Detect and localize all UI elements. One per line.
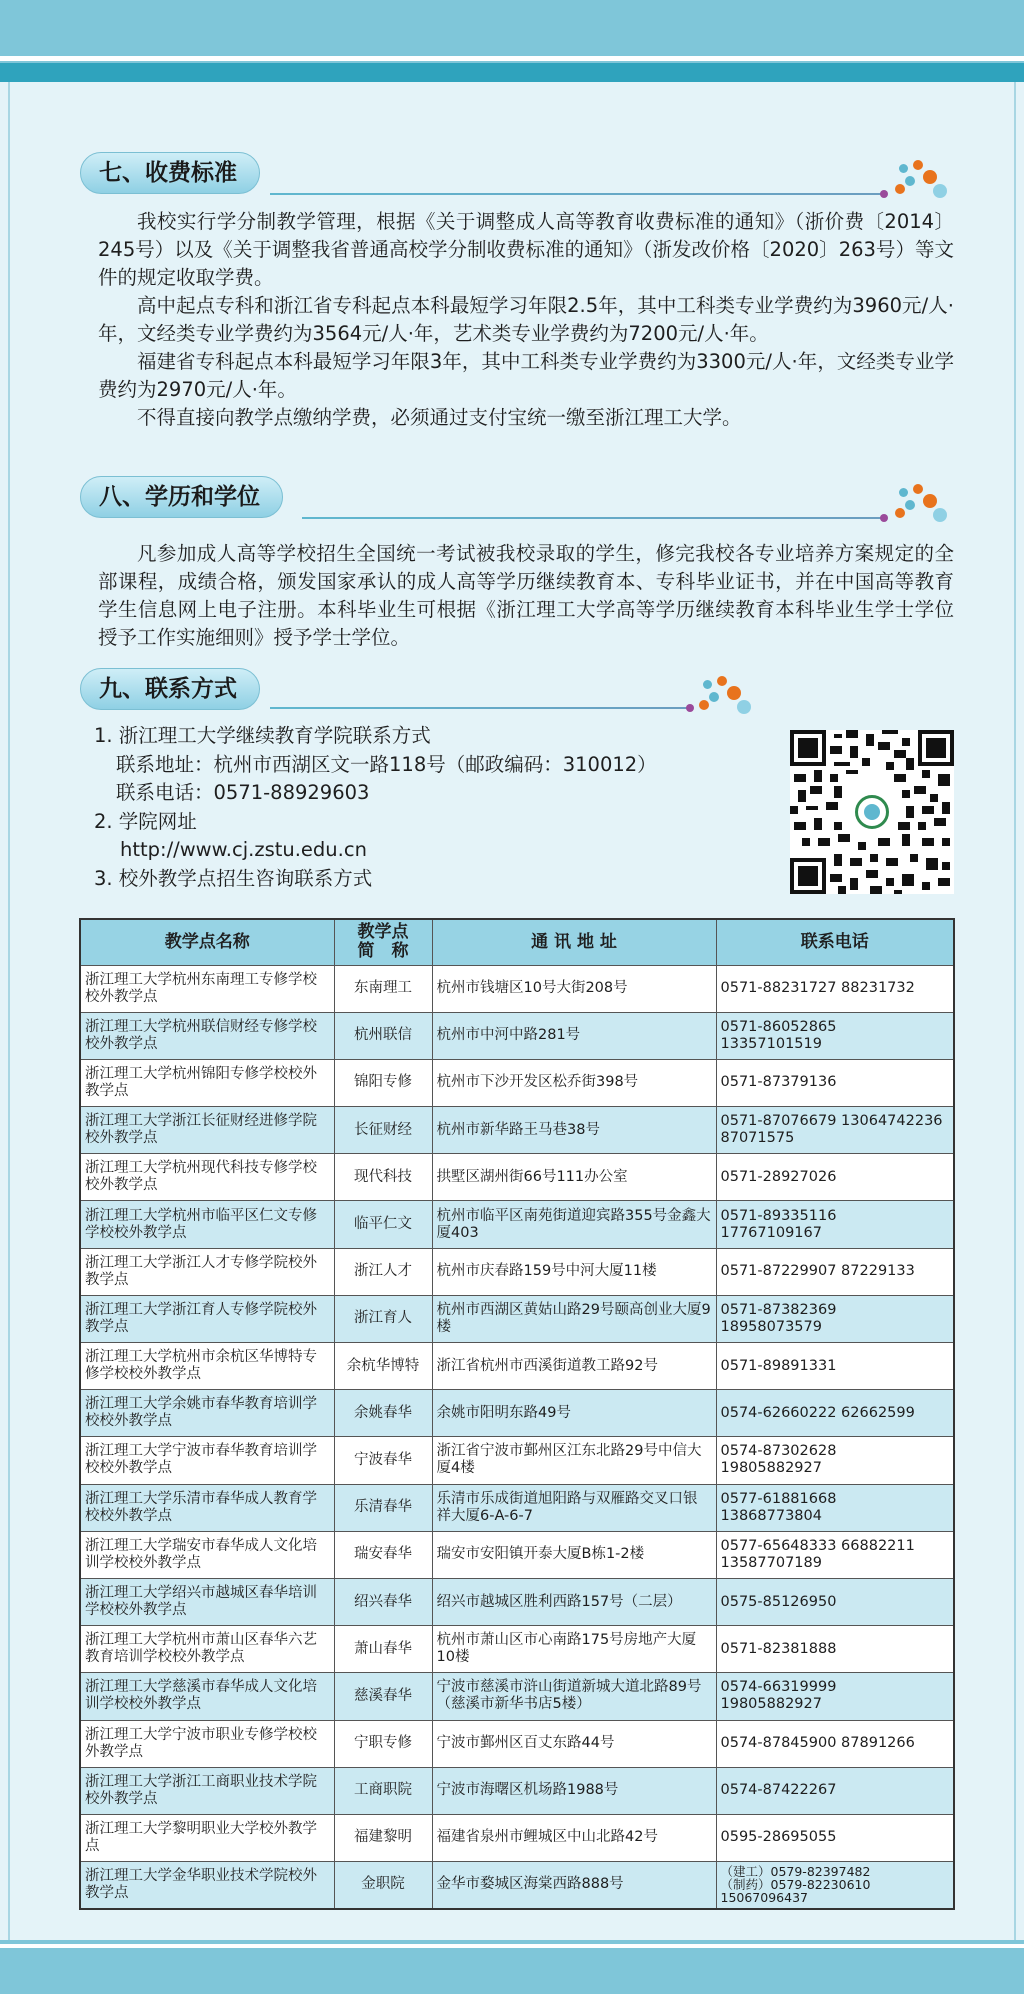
site-address: 乐清市乐成街道旭阳路与双雁路交叉口银祥大厦6-A-6-7 [432,1484,716,1531]
site-address: 金华市婺城区海棠西路888号 [432,1862,716,1909]
site-name: 浙江理工大学杭州市余杭区华博特专修学校校外教学点 [80,1343,334,1390]
site-phone: 0571-87076679 13064742236 87071575 [716,1107,954,1154]
site-short-name: 锦阳专修 [334,1059,432,1106]
section-contact-rule-dot [686,704,694,712]
table-row [80,1248,954,1295]
header-phone: 联系电话 [716,919,954,965]
site-name: 浙江理工大学杭州联信财经专修学校校外教学点 [80,1012,334,1059]
contact-info [94,722,754,893]
site-phone: 0571-87379136 [716,1059,954,1106]
header-address: 通 讯 地 址 [432,919,716,965]
site-address: 拱墅区湖州街66号111办公室 [432,1154,716,1201]
site-name: 浙江理工大学杭州锦阳专修学校校外教学点 [80,1059,334,1106]
site-address: 余姚市阳明东路49号 [432,1390,716,1437]
site-name: 浙江理工大学宁波市春华教育培训学校校外教学点 [80,1437,334,1484]
site-short-name: 浙江人才 [334,1248,432,1295]
site-name: 浙江理工大学浙江育人专修学院校外教学点 [80,1295,334,1342]
site-name: 浙江理工大学余姚市春华教育培训学校校外教学点 [80,1390,334,1437]
decorative-dots-icon [893,484,953,534]
site-name: 浙江理工大学慈溪市春华成人文化培训学校校外教学点 [80,1673,334,1720]
school-logo-icon [855,795,889,829]
site-address: 杭州市新华路王马巷38号 [432,1107,716,1154]
section-degree-rule-dot [880,514,888,522]
section-contact-title: 九、联系方式 [80,668,260,710]
table-row [80,1767,954,1814]
section-fees-rule [270,193,882,195]
section-degree-rule [302,517,882,519]
site-phone: 0575-85126950 [716,1578,954,1625]
fees-paragraph-3: 福建省专科起点本科最短学习年限3年，其中工科类专业学费约为3300元/人·年，文经类专业学费约为2970元/人·年。 [98,350,954,401]
table-row [80,1720,954,1767]
top-band-stripe-white [0,56,1024,61]
site-phone: 0571-89891331 [716,1343,954,1390]
left-border [8,82,10,1940]
site-name: 浙江理工大学瑞安市春华成人文化培训学校校外教学点 [80,1531,334,1578]
site-address: 杭州市下沙开发区松乔街398号 [432,1059,716,1106]
site-short-name: 宁职专修 [334,1720,432,1767]
site-name: 浙江理工大学杭州市临平区仁文专修学校校外教学点 [80,1201,334,1248]
table-row [80,1390,954,1437]
site-name: 浙江理工大学浙江工商职业技术学院校外教学点 [80,1767,334,1814]
site-phone: 0571-87382369 18958073579 [716,1295,954,1342]
site-phone: 0595-28695055 [716,1814,954,1861]
header-name: 教学点名称 [80,919,334,965]
table-row [80,1531,954,1578]
site-address: 杭州市庆春路159号中河大厦11楼 [432,1248,716,1295]
site-short-name: 余姚春华 [334,1390,432,1437]
table-row [80,1343,954,1390]
top-band-stripe-teal [0,63,1024,82]
table-row [80,1437,954,1484]
section-fees-body [98,208,954,432]
site-short-name: 现代科技 [334,1154,432,1201]
table-row [80,1814,954,1861]
website-link[interactable]: http://www.cj.zstu.edu.cn [120,838,367,861]
header-short: 教学点 简 称 [334,919,432,965]
site-short-name: 工商职院 [334,1767,432,1814]
site-short-name: 杭州联信 [334,1012,432,1059]
site-name: 浙江理工大学杭州现代科技专修学校校外教学点 [80,1154,334,1201]
site-phone: 0574-62660222 62662599 [716,1390,954,1437]
site-address: 瑞安市安阳镇开泰大厦B栋1-2楼 [432,1531,716,1578]
site-address: 杭州市钱塘区10号大街208号 [432,965,716,1012]
top-band [0,0,1024,82]
site-address: 绍兴市越城区胜利西路157号（二层） [432,1578,716,1625]
site-name: 浙江理工大学宁波市职业专修学校校外教学点 [80,1720,334,1767]
site-name: 浙江理工大学浙江长征财经进修学院校外教学点 [80,1107,334,1154]
site-name: 浙江理工大学黎明职业大学校外教学点 [80,1814,334,1861]
site-phone: 0577-65648333 66882211 13587707189 [716,1531,954,1578]
table-row [80,1862,954,1909]
table-row [80,1578,954,1625]
table-header-row [80,919,954,965]
site-short-name: 福建黎明 [334,1814,432,1861]
site-name: 浙江理工大学金华职业技术学院校外教学点 [80,1862,334,1909]
site-phone: 0571-86052865 13357101519 [716,1012,954,1059]
site-short-name: 金职院 [334,1862,432,1909]
table-row [80,1107,954,1154]
decorative-dots-icon [697,676,757,726]
fees-paragraph-1: 我校实行学分制教学管理，根据《关于调整成人高等教育收费标准的通知》（浙价费〔2014〕245号）以及《关于调整我省普通高校学分制收费标准的通知》（浙发改价格〔2020〕263号）等文件的规定收取学费。 [98,210,954,289]
site-phone: 0571-87229907 87229133 [716,1248,954,1295]
contact-item-1: 1. 浙江理工大学继续教育学院联系方式 [94,724,431,747]
site-name: 浙江理工大学杭州东南理工专修学校校外教学点 [80,965,334,1012]
table-row [80,965,954,1012]
table-row [80,1626,954,1673]
site-phone: 0574-87422267 [716,1767,954,1814]
site-address: 杭州市萧山区市心南路175号房地产大厦10楼 [432,1626,716,1673]
fees-paragraph-4: 不得直接向教学点缴纳学费，必须通过支付宝统一缴至浙江理工大学。 [137,406,742,429]
site-address: 宁波市海曙区机场路1988号 [432,1767,716,1814]
site-phone: （建工）0579-82397482 （制药）0579-82230610 15067096437 [716,1862,954,1909]
site-phone: 0574-87845900 87891266 [716,1720,954,1767]
site-name: 浙江理工大学浙江人才专修学院校外教学点 [80,1248,334,1295]
section-contact-rule [270,707,688,709]
site-phone: 0571-82381888 [716,1626,954,1673]
degree-paragraph-1: 凡参加成人高等学校招生全国统一考试被我校录取的学生，修完我校各专业培养方案规定的全部课程，成绩合格，颁发国家承认的成人高等学历继续教育本、专科毕业证书，并在中国高等教育学生信息网上电子注册。本科毕业生可根据《浙江理工大学高等学历继续教育本科毕业生学士学位授予工作实施细则》授予学士学位。 [98,542,954,649]
site-short-name: 余杭华博特 [334,1343,432,1390]
table-row [80,1201,954,1248]
section-fees-title: 七、收费标准 [80,152,260,194]
site-address: 杭州市中河中路281号 [432,1012,716,1059]
site-address: 浙江省杭州市西溪街道教工路92号 [432,1343,716,1390]
site-name: 浙江理工大学乐清市春华成人教育学校校外教学点 [80,1484,334,1531]
table-row [80,1012,954,1059]
bottom-band-stripe [0,1944,1024,1948]
qr-code-icon[interactable] [790,730,954,894]
site-address: 福建省泉州市鲤城区中山北路42号 [432,1814,716,1861]
site-phone: 0574-66319999 19805882927 [716,1673,954,1720]
contact-address: 联系地址：杭州市西湖区文一路118号（邮政编码：310012） [116,752,657,776]
table-row [80,1673,954,1720]
table-row [80,1154,954,1201]
site-address: 宁波市慈溪市浒山街道新城大道北路89号（慈溪市新华书店5楼） [432,1673,716,1720]
site-address: 杭州市临平区南苑街道迎宾路355号金鑫大厦403 [432,1201,716,1248]
site-short-name: 临平仁文 [334,1201,432,1248]
site-short-name: 绍兴春华 [334,1578,432,1625]
contact-item-2: 2. 学院网址 [94,809,197,833]
fees-paragraph-2: 高中起点专科和浙江省专科起点本科最短学习年限2.5年，其中工科类专业学费约为3960元/人·年，文经类专业学费约为3564元/人·年，艺术类专业学费约为7200元/人·年。 [98,294,954,345]
teaching-sites-table [79,918,955,1910]
site-phone: 0571-89335116 17767109167 [716,1201,954,1248]
site-address: 杭州市西湖区黄姑山路29号颐高创业大厦9楼 [432,1295,716,1342]
site-phone: 0574-87302628 19805882927 [716,1437,954,1484]
site-short-name: 东南理工 [334,965,432,1012]
site-phone: 0577-61881668 13868773804 [716,1484,954,1531]
site-short-name: 长征财经 [334,1107,432,1154]
table-row [80,1059,954,1106]
right-border [1014,82,1016,1940]
site-name: 浙江理工大学杭州市萧山区春华六艺教育培训学校校外教学点 [80,1626,334,1673]
site-short-name: 乐清春华 [334,1484,432,1531]
section-fees-rule-dot [880,190,888,198]
site-short-name: 浙江育人 [334,1295,432,1342]
site-address: 宁波市鄞州区百丈东路44号 [432,1720,716,1767]
bottom-band [0,1940,1024,1994]
site-short-name: 瑞安春华 [334,1531,432,1578]
site-short-name: 萧山春华 [334,1626,432,1673]
contact-phone: 联系电话：0571-88929603 [116,781,370,804]
contact-item-3: 3. 校外教学点招生咨询联系方式 [94,866,373,890]
table-row [80,1484,954,1531]
site-name: 浙江理工大学绍兴市越城区春华培训学校校外教学点 [80,1578,334,1625]
site-address: 浙江省宁波市鄞州区江东北路29号中信大厦4楼 [432,1437,716,1484]
section-degree-title: 八、学历和学位 [80,476,283,518]
site-phone: 0571-28927026 [716,1154,954,1201]
site-phone: 0571-88231727 88231732 [716,965,954,1012]
table-row [80,1295,954,1342]
site-short-name: 慈溪春华 [334,1673,432,1720]
site-short-name: 宁波春华 [334,1437,432,1484]
decorative-dots-icon [893,160,953,210]
section-degree-body [98,540,954,652]
